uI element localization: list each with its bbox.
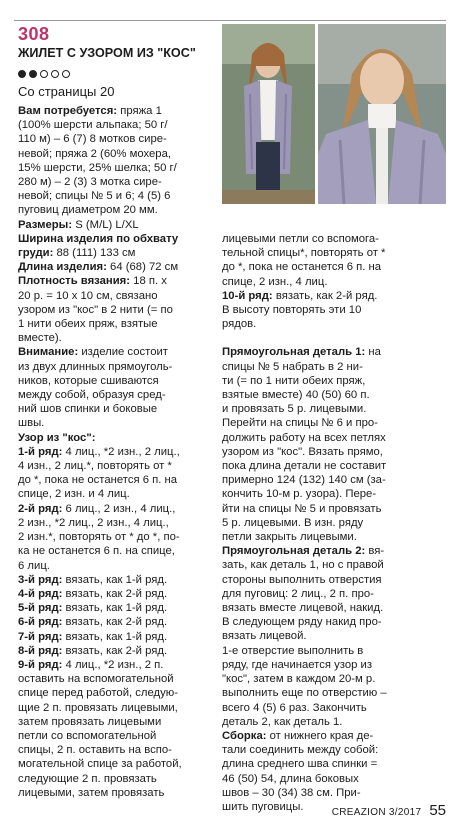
difficulty-dot-empty	[40, 70, 48, 78]
model-photo-full	[222, 24, 315, 204]
top-divider	[14, 20, 446, 21]
repeat-rows-list	[18, 573, 212, 658]
pattern-number: 308	[18, 24, 50, 44]
repeat-row: 8-й ряд: вязать, как 2-й ряд.	[18, 644, 168, 657]
repeat-note: В высоту повторять эти 10 рядов.	[222, 304, 362, 331]
cable-pattern-heading: Узор из "кос":	[18, 431, 96, 444]
note-block: Внимание: изделие состоит из двух длинных прямоуголь- ников, которые сшиваются между собой, образуя сред- ний шов спинки и боковые швы.	[18, 346, 173, 430]
materials-block: Вам потребуется: пряжа 1 (100% шерсти альпака; 50 г/ 110 м) – 6 (7) 8 мотков сире- невой; пряжа 2 (60% мохера, 15% шерсти, 25% шелка; 50 г/ 280 м) – 2 (3) 3 мотка сире- невой; спицы № 5 и 6; 4 (5) 6 пуговиц диаметром 20 мм.	[18, 105, 177, 217]
assembly-instructions: Сборка: от нижнего края де- тали соединить между собой: длина среднего шва спинки = 46 (50) 54, длина боковых швов – 30 (34) 38 см. При- шить пуговицы.	[222, 729, 379, 813]
page-footer	[332, 802, 446, 819]
difficulty-dot-filled	[29, 70, 37, 78]
difficulty-dot-empty	[51, 70, 59, 78]
from-page-note: Со страницы 20	[18, 84, 115, 99]
difficulty-dot-empty	[62, 70, 70, 78]
materials-label: Вам потребуется:	[18, 105, 118, 117]
instructions-right-column	[222, 232, 446, 814]
row-10-instructions: 10-й ряд: вязать, как 2-й ряд.	[222, 289, 378, 302]
row-9-continued: лицевыми петли со вспомога- тельной спицы*, повторять от * до *, пока не останется 6 п. на спице, 2 изн., 4 лиц.	[222, 233, 386, 288]
width-block: Ширина изделия по обхвату груди: 88 (111) 133 см	[18, 232, 179, 260]
gauge-block: Плотность вязания: 18 п. х 20 р. = 10 х 10 см, связано узором из "кос" в 2 нити (= по 1 нити обеих пряж, взятые вместе).	[18, 275, 173, 345]
panel-2-instructions: Прямоугольная деталь 2: вя- зать, как деталь 1, но с правой стороны выполнить отверстия для пуговиц: 2 лиц., 2 п. про- вязать вместе лицевой, накид. В следующем ряду накид про- вязать лицевой. 1-е отверстие выполнить в ряду, где начинается узор из "кос", затем в каждом 20-м р. выполнить еще по отверстию – всего 4 (5) 6 раз. Закончить деталь 2, как деталь 1.	[222, 545, 387, 728]
difficulty-dot-filled	[18, 70, 26, 78]
repeat-row: 4-й ряд: вязать, как 2-й ряд.	[18, 587, 168, 600]
row-1-instructions: 1-й ряд: 4 лиц., *2 изн., 2 лиц., 4 изн., 2 лиц.*, повторять от * до *, пока не останется 6 п. на спице, 2 изн. и 4 лиц.	[18, 445, 180, 501]
model-photo-closeup	[318, 24, 446, 204]
difficulty-rating	[18, 68, 70, 80]
panel-1-instructions: Прямоугольная деталь 1: на спицы № 5 набрать в 2 ни- ти (= по 1 нити обеих пряж, взятые вместе) 40 (50) 60 п. и провязать 5 р. лицевыми. Перейти на спицы № 6 и про- должить работу на всех петлях узором из "кос". Вязать прямо, пока длина детали не составит примерно 124 (132) 140 см (за- кончить 10-м р. узора). Пере- йти на спицы № 5 и провязать 5 р. лицевыми. В изн. ряду петли закрыть лицевыми.	[222, 346, 387, 544]
repeat-row: 7-й ряд: вязать, как 1-й ряд.	[18, 630, 168, 643]
row-2-instructions: 2-й ряд: 6 лиц., 2 изн., 4 лиц., 2 изн., *2 лиц., 2 изн., 4 лиц., 2 изн.*, повторять от * до *, по- ка не останется 6 п. на спице, 6 лиц.	[18, 502, 180, 572]
row-9-instructions: 9-й ряд: 4 лиц., *2 изн., 2 п. оставить на вспомогательной спице перед работой, следую- щие 2 п. провязать лицевыми, затем провязать лицевыми петли со вспомогательной спицы, 2 п. оставить на вспо- могательной спице за работой, следующие 2 п. провязать лицевыми, затем провязать	[18, 658, 182, 799]
repeat-row: 3-й ряд: вязать, как 1-й ряд.	[18, 573, 168, 586]
repeat-row: 5-й ряд: вязать, как 1-й ряд.	[18, 602, 168, 615]
page-number: 55	[429, 802, 446, 819]
magazine-issue: CREAZION 3/2017	[331, 807, 422, 818]
repeat-row: 6-й ряд: вязать, как 2-й ряд.	[18, 616, 168, 629]
length-line: Длина изделия: 64 (68) 72 см	[18, 261, 179, 274]
instructions-left-column	[18, 104, 212, 800]
sizes-line: Размеры: S (M/L) L/XL	[18, 218, 139, 231]
pattern-title: ЖИЛЕТ С УЗОРОМ ИЗ "КОС"	[18, 46, 196, 60]
